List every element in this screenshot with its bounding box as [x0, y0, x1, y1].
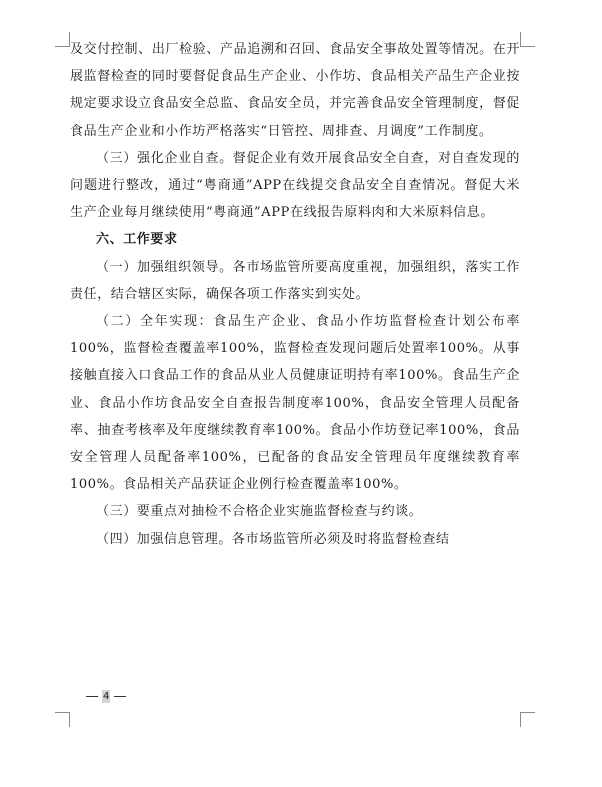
paragraph-annual-targets: （二）全年实现：食品生产企业、食品小作坊监督检查计划公布率100%，监督检查覆盖率100%，监督检查发现问题后处置率100%。从事接触直接入口食品工作的食品从业人员健康证明持有率100%。食品生产企业、食品小作坊食品安全自查报告制度率100%，食品安全管理人员配备率、抽查考核率及年度继续教育率100%。食品小作坊登记率100%，食品安全管理人员配备率100%，已配备的食品安全管理员年度继续教育率100%。食品相关产品获证企业例行检查覆盖率100%。	[70, 314, 520, 493]
document-body	[70, 36, 520, 553]
crop-mark-top-left	[55, 32, 70, 47]
paragraph-continuation: 及交付控制、出厂检验、产品追溯和召回、食品安全事故处置等情况。在开展监督检查的同时要督促食品生产企业、小作坊、食品相关产品生产企业按规定要求设立食品安全总监、食品安全员，并完善食品安全管理制度，督促食品生产企业和小作坊严格落实“日管控、周排查、月调度”工作制度。	[70, 42, 520, 139]
crop-mark-bottom-left	[55, 712, 70, 727]
page-number: 4	[103, 691, 110, 702]
paragraph-key-inspection: （三）要重点对抽检不合格企业实施监督检查与约谈。	[96, 504, 423, 520]
paragraph-enterprise-self-check: （三）强化企业自查。督促企业有效开展食品安全自查，对自查发现的问题进行整改，通过“粤商通”APP在线提交食品安全自查情况。督促大米生产企业每月继续使用“粤商通”APP在线报告原料肉和大米原料信息。	[70, 150, 520, 221]
footer-dash-right	[114, 696, 126, 697]
paragraph-organization-leadership: （一）加强组织领导。各市场监管所要高度重视，加强组织，落实工作责任，结合辖区实际，确保各项工作落实到实处。	[70, 259, 520, 302]
paragraph-information-management: （四）加强信息管理。各市场监管所必须及时将监督检查结	[96, 531, 450, 547]
page-footer	[86, 690, 126, 703]
crop-mark-bottom-right	[520, 712, 535, 727]
footer-dash-left	[86, 696, 98, 697]
crop-mark-top-right	[520, 32, 535, 47]
section-heading-work-requirements: 六、工作要求	[96, 232, 178, 248]
